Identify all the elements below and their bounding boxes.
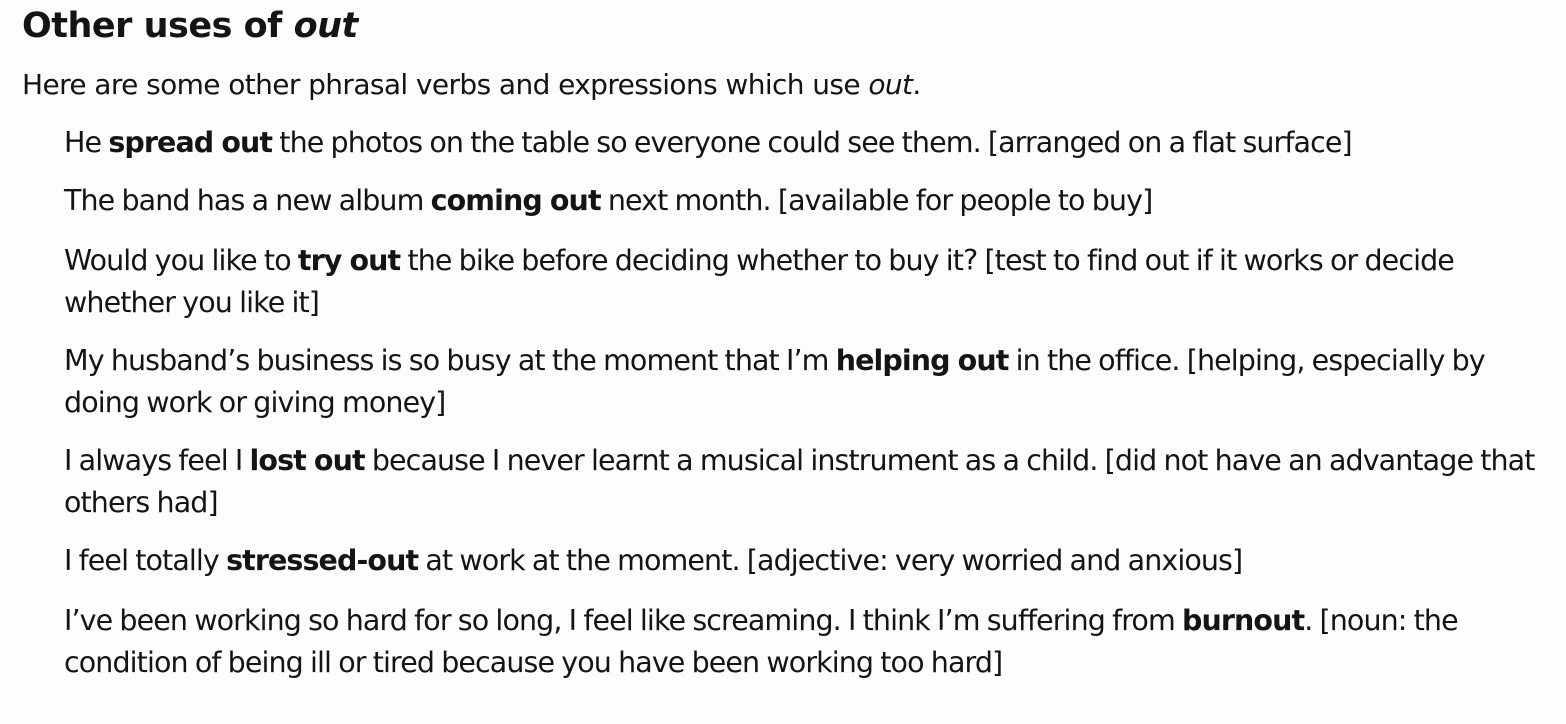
- example-text-after: the bike before deciding whether to buy it? [test to find out if it works or decide whether you like it]: [64, 244, 1454, 319]
- example-sentence: [64, 440, 1554, 524]
- example-phrasal-verb: stressed-out: [226, 544, 419, 577]
- example-phrasal-verb: lost out: [249, 444, 365, 477]
- example-text-after: in the office. [helping, especially by doing work or giving money]: [64, 344, 1485, 419]
- example-sentence: [64, 180, 1554, 222]
- example-sentence: [64, 122, 1554, 164]
- intro-text: Here are some other phrasal verbs and expressions which use: [22, 68, 869, 101]
- example-text-after: at work at the moment. [adjective: very worried and anxious]: [418, 544, 1243, 577]
- example-text-after: because I never learnt a musical instrument as a child. [did not have an advantage that others had]: [64, 444, 1535, 519]
- example-sentence: [64, 240, 1554, 324]
- example-text-after: next month. [available for people to buy]: [600, 184, 1153, 217]
- example-phrasal-verb: spread out: [108, 126, 273, 159]
- example-sentence: [64, 540, 1554, 582]
- example-text-before: My husband’s business is so busy at the moment that I’m: [64, 344, 836, 377]
- example-sentence: [64, 340, 1554, 424]
- example-sentence: [64, 600, 1554, 684]
- heading-text: Other uses of: [22, 6, 294, 46]
- example-text-after: the photos on the table so everyone could see them. [arranged on a flat surface]: [272, 126, 1352, 159]
- example-text-before: I feel totally: [64, 544, 227, 577]
- intro-period: .: [912, 68, 921, 101]
- example-phrasal-verb: helping out: [835, 344, 1009, 377]
- example-text-before: Would you like to: [64, 244, 298, 277]
- example-text-before: He: [64, 126, 109, 159]
- intro-paragraph: [22, 68, 921, 101]
- example-phrasal-verb: coming out: [430, 184, 601, 217]
- example-text-before: The band has a new album: [64, 184, 431, 217]
- example-text-before: I always feel I: [64, 444, 250, 477]
- example-phrasal-verb: burnout: [1181, 604, 1305, 637]
- example-text-after: . [noun: the condition of being ill or tired because you have been working too hard]: [64, 604, 1458, 679]
- heading-italic-word: out: [293, 6, 358, 46]
- example-text-before: I’ve been working so hard for so long, I feel like screaming. I think I’m suffering from: [64, 604, 1182, 637]
- intro-italic-word: out: [868, 68, 913, 101]
- example-phrasal-verb: try out: [297, 244, 401, 277]
- section-heading: [22, 6, 358, 46]
